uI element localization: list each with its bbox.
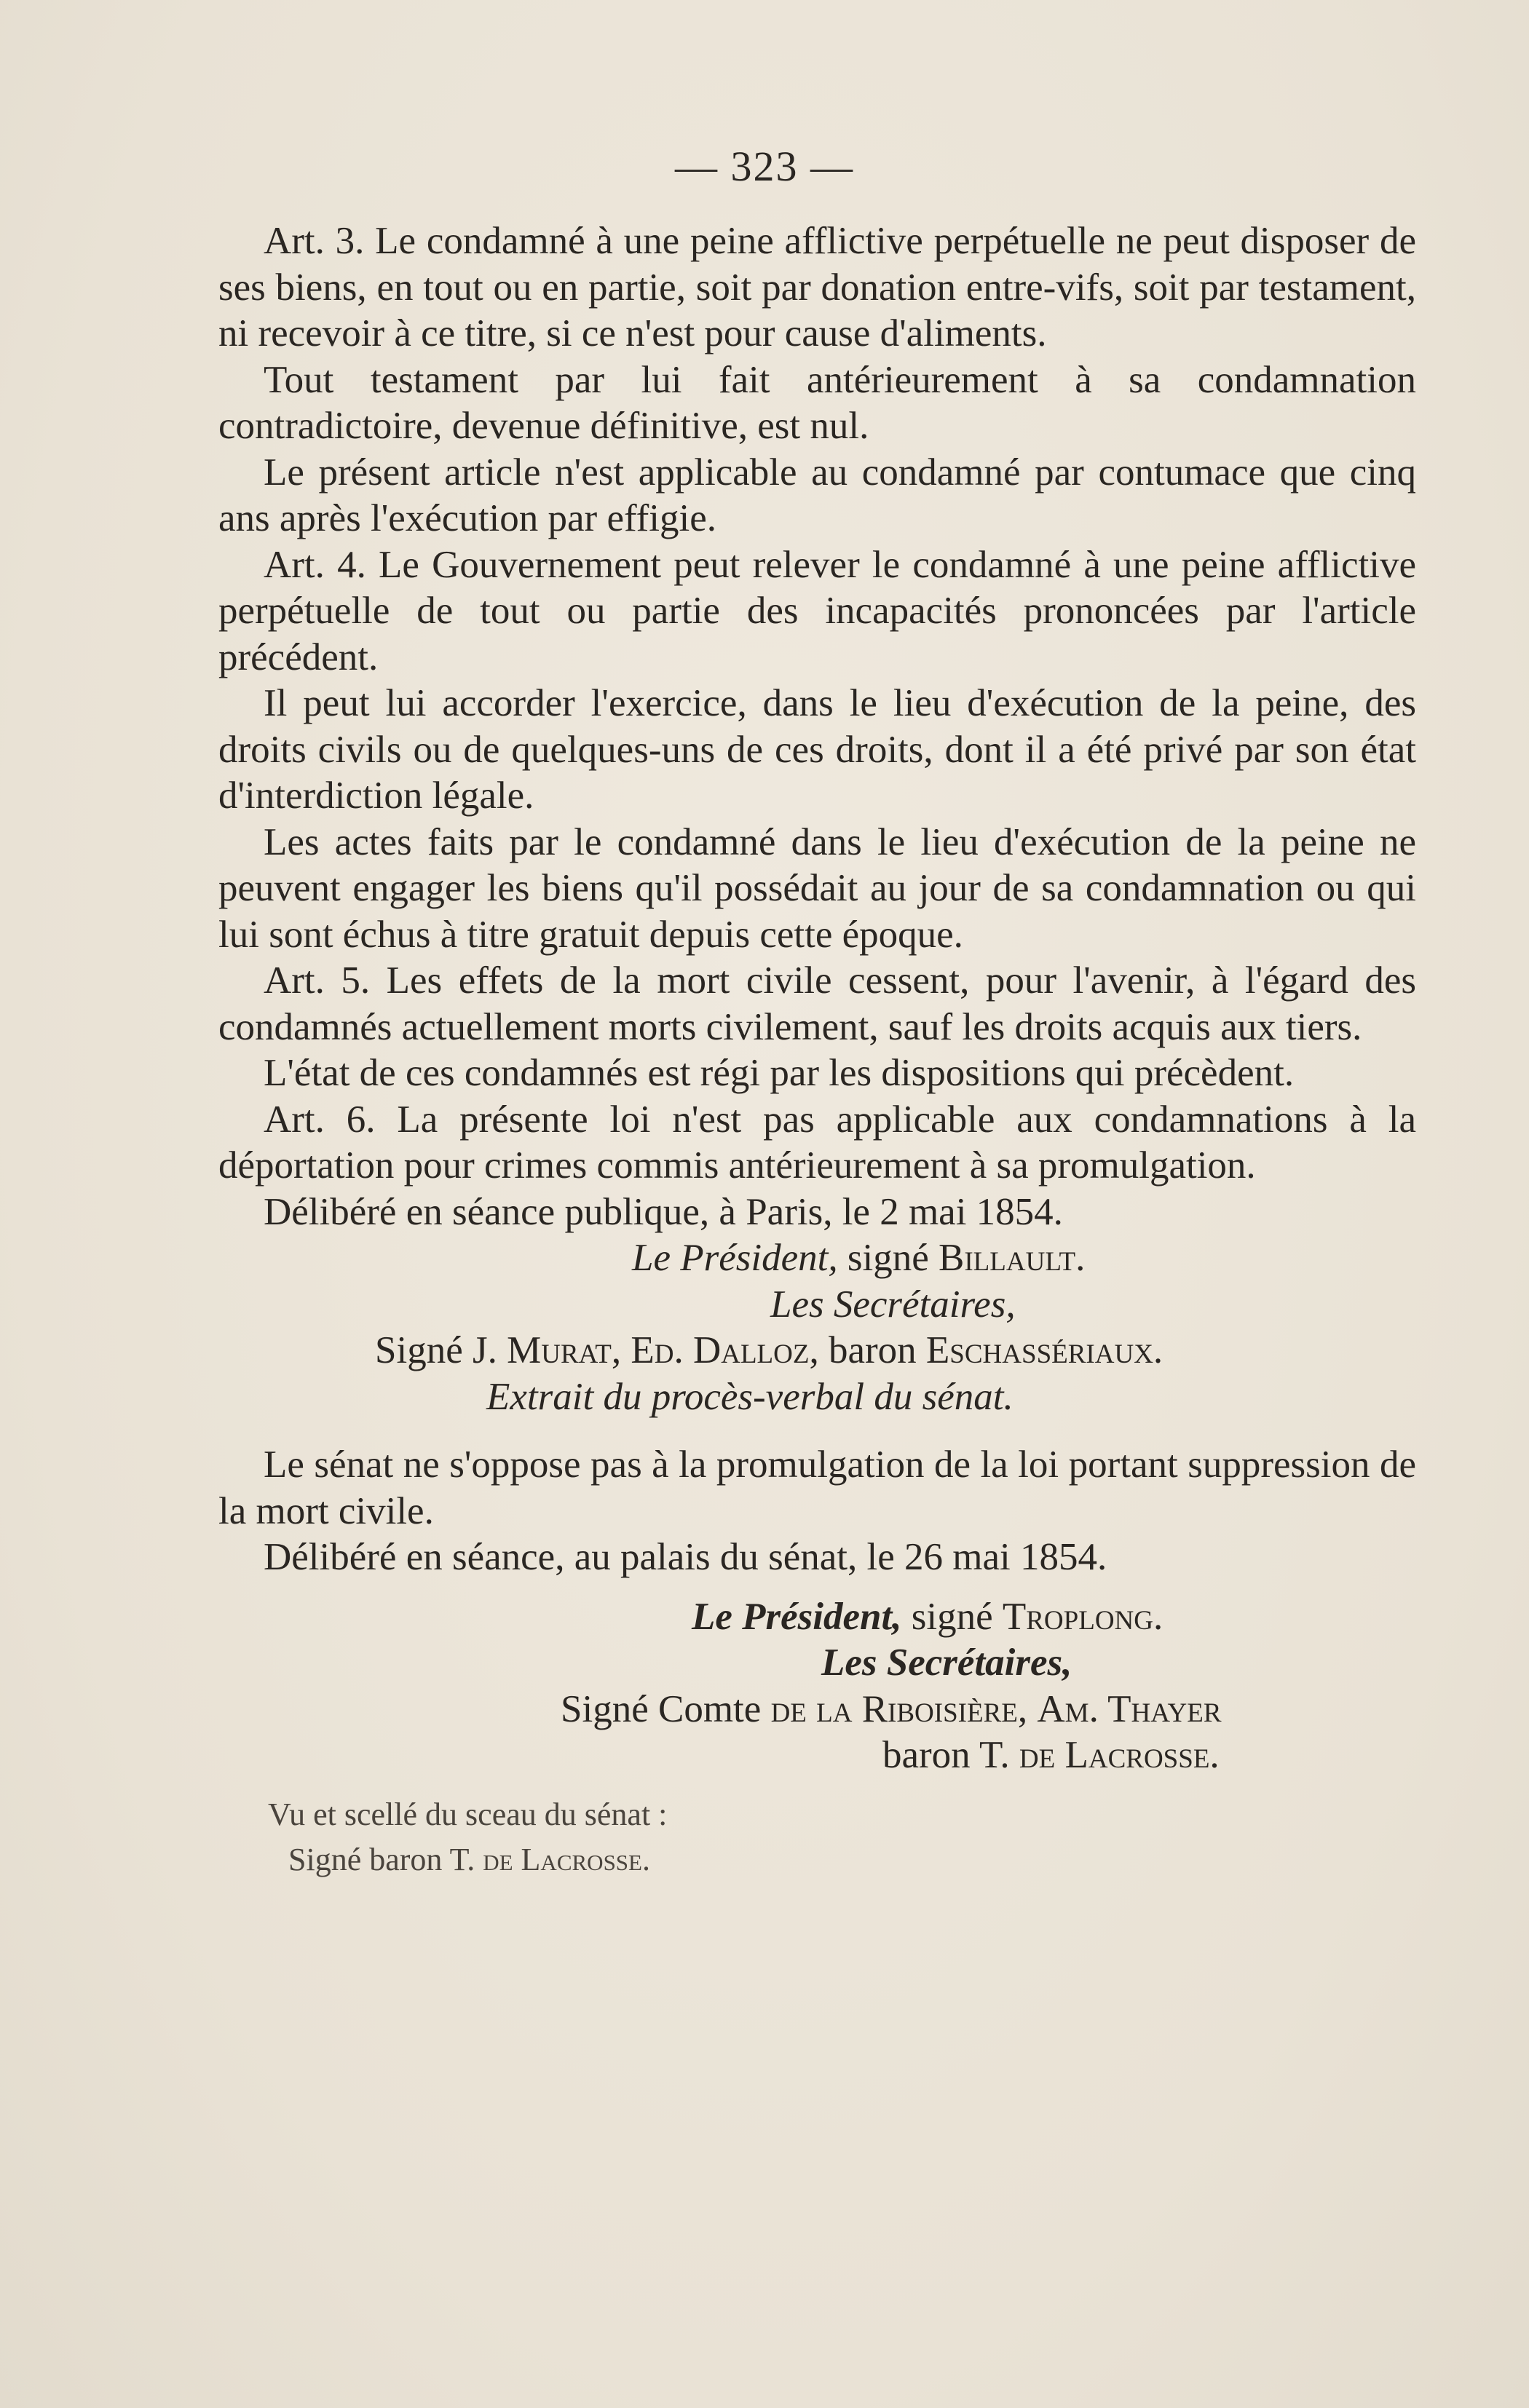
secretaires-names-line: Signé J. Murat, Ed. Dalloz, baron Eschassériaux. — [375, 1329, 1163, 1371]
seal-block — [218, 1792, 1416, 1882]
article-3-paragraph-1: Art. 3. Le condamné à une peine afflictive perpétuelle ne peut disposer de ses biens, en tout ou en partie, soit par donation entre-vifs, soit par testament, ni recevoir à ce titre, si ce n'est pour cause d'aliments. — [218, 220, 1416, 355]
article-3-paragraph-2: Tout testament par lui fait antérieurement à sa condamnation contradictoire, devenue définitive, est nul. — [218, 358, 1416, 447]
extract-heading: Extrait du procès-verbal du sénat. — [486, 1375, 1014, 1418]
secretaires-heading-2: Les Secrétaires, — [821, 1641, 1072, 1684]
seal-signatory-name: de Lacrosse. — [483, 1841, 650, 1877]
secretaires-names-line-2: Signé Comte de la Riboisière, Am. Thayer — [561, 1687, 1222, 1730]
article-4-paragraph-3: Les actes faits par le condamné dans le lieu d'exécution de la peine ne peuvent engager les biens qu'il possédait au jour de sa condamnation ou qui lui sont échus à titre gratuit depuis cette époque. — [218, 820, 1416, 956]
deliberation-paris: Délibéré en séance publique, à Paris, le 2 mai 1854. — [264, 1190, 1063, 1233]
secretary-name: Am. Thayer — [1037, 1687, 1222, 1730]
secretaires-heading: Les Secrétaires, — [770, 1283, 1016, 1326]
president-name: Troplong. — [1002, 1595, 1163, 1638]
secretary-name: Eschassériaux. — [925, 1329, 1163, 1371]
senate-opposition-text: Le sénat ne s'oppose pas à la promulgation de la loi portant suppression de la mort civile. — [218, 1443, 1416, 1532]
president-signature-line: Le Président, signé Billault. — [632, 1237, 1086, 1279]
page-number: — 323 — — [675, 143, 854, 190]
article-6-paragraph-1: Art. 6. La présente loi n'est pas applicable aux condamnations à la déportation pour crimes commis antérieurement à sa promulgation. — [218, 1098, 1416, 1187]
president-title: Le Président, — [632, 1237, 838, 1279]
article-3-paragraph-3: Le présent article n'est applicable au condamné par contumace que cinq ans après l'exécution par effigie. — [218, 451, 1416, 539]
article-4-paragraph-1: Art. 4. Le Gouvernement peut relever le condamné à une peine afflictive perpétuelle de tout ou partie des incapacités prononcées par l'article précédent. — [218, 543, 1416, 678]
secretary-name: Ed. Dalloz — [631, 1329, 810, 1371]
article-5-paragraph-2: L'état de ces condamnés est régi par les dispositions qui précèdent. — [264, 1052, 1295, 1094]
secretary-name: de Lacrosse. — [1019, 1734, 1220, 1776]
president-signature-line-2: Le Président, signé Troplong. — [692, 1595, 1163, 1638]
secretaires-names-line-3: baron T. de Lacrosse. — [882, 1734, 1220, 1776]
seal-line-2: Signé baron T. de Lacrosse. — [288, 1841, 650, 1877]
secretary-name: J. Murat — [472, 1329, 612, 1371]
seal-line-1: Vu et scellé du sceau du sénat : — [268, 1796, 668, 1832]
deliberation-senat: Délibéré en séance, au palais du sénat, le 26 mai 1854. — [264, 1536, 1107, 1578]
president-title: Le Président, — [692, 1595, 902, 1638]
president-name: Billault. — [939, 1237, 1086, 1279]
article-5-paragraph-1: Art. 5. Les effets de la mort civile cessent, pour l'avenir, à l'égard des condamnés actuellement morts civilement, sauf les droits acquis aux tiers. — [218, 959, 1416, 1048]
article-4-paragraph-2: Il peut lui accorder l'exercice, dans le lieu d'exécution de la peine, des droits civils ou de quelques-uns de ces droits, dont il a été privé par son état d'interdiction légale. — [218, 682, 1416, 817]
secretary-name: de la Riboisière — [770, 1687, 1018, 1730]
law-text — [218, 218, 1416, 1882]
